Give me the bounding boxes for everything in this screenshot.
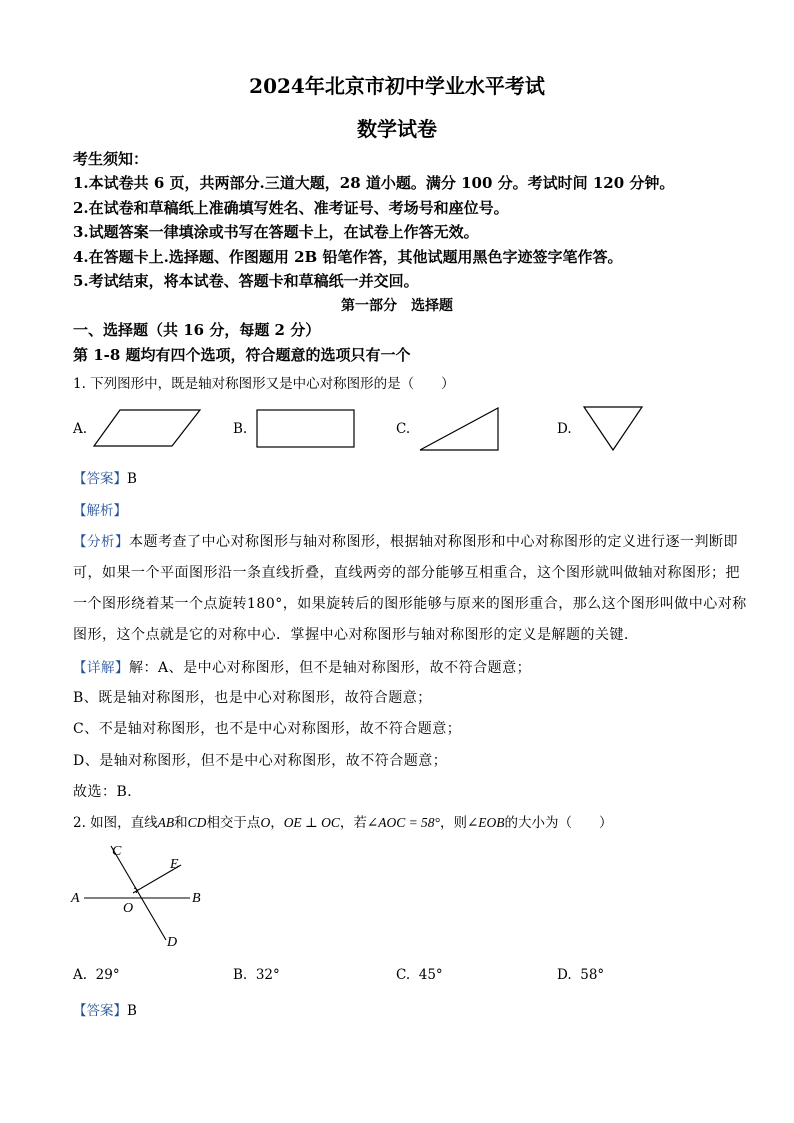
parallelogram-figure bbox=[92, 408, 202, 450]
q2-stem-text: ，若 bbox=[339, 815, 367, 831]
q1-option-c-label: C. bbox=[396, 421, 411, 437]
q2-stem-math: CD bbox=[187, 815, 207, 830]
option-value: 29° bbox=[95, 967, 120, 983]
inverted-triangle-figure bbox=[582, 405, 644, 453]
xiangjie-line: 故选：B． bbox=[73, 784, 142, 800]
fenxi-line: 图形，这个点就是它的对称中心．掌握中心对称图形与轴对称图形的定义是解题的关键． bbox=[73, 627, 639, 643]
notice-item: 4.在答题卡上.选择题、作图题用 2B 铅笔作答，其他试题用黑色字迹签字笔作答。 bbox=[73, 248, 623, 266]
q2-stem bbox=[73, 811, 613, 831]
rectangle-figure bbox=[255, 408, 357, 450]
fenxi-line: 可，如果一个平面图形沿一条直线折叠，直线两旁的部分能够互相重合，这个图形就叫做轴对称图形；把 bbox=[73, 565, 740, 581]
label-c: C bbox=[112, 844, 122, 859]
q2-answer bbox=[73, 999, 137, 1019]
right-triangle-figure bbox=[418, 406, 502, 454]
part-heading: 第一部分 选择题 bbox=[341, 298, 453, 314]
q2-stem-math: OE ⊥ OC bbox=[283, 815, 340, 830]
answer-tag: 【答案】 bbox=[73, 471, 127, 487]
q2-option-a bbox=[73, 967, 120, 983]
fenxi-text: 本题考查了中心对称图形与轴对称图形，根据轴对称图形和中心对称图形的定义进行逐一判断即 bbox=[129, 534, 738, 550]
q2-stem-text: 相交于点 bbox=[206, 815, 261, 831]
answer-value: B bbox=[127, 1003, 137, 1019]
q1-option-d-label: D. bbox=[557, 421, 572, 437]
option-letter: B. bbox=[233, 967, 248, 983]
answer-value: B bbox=[127, 471, 137, 487]
q2-stem-text: 2. 如图，直线 bbox=[73, 815, 158, 831]
q2-stem-math: ∠EOB bbox=[466, 815, 505, 830]
notice-item: 3.试题答案一律填涂或书写在答题卡上，在试卷上作答无效。 bbox=[73, 223, 479, 241]
q2-stem-text: ，则 bbox=[439, 815, 467, 831]
analysis-tag: 【解析】 bbox=[73, 503, 127, 519]
option-letter: D. bbox=[557, 967, 572, 983]
xiangjie-line: D、是轴对称图形，但不是中心对称图形，故不符合题意； bbox=[73, 753, 448, 769]
label-b: B bbox=[192, 891, 201, 906]
q2-stem-math: O bbox=[260, 815, 271, 830]
xiangjie-text: 解：A、是中心对称图形，但不是轴对称图形，故不符合题意； bbox=[129, 660, 532, 676]
fenxi-line bbox=[73, 530, 738, 551]
q2-stem-math: ∠AOC = 58° bbox=[366, 815, 440, 830]
fenxi-tag: 【分析】 bbox=[73, 534, 129, 550]
xiangjie-line: C、不是轴对称图形，也不是中心对称图形，故不符合题意； bbox=[73, 721, 462, 737]
q2-stem-math: AB bbox=[157, 815, 175, 830]
notice-item: 1.本试卷共 6 页，共两部分.三道大题，28 道小题。满分 100 分。考试时间 120 分钟。 bbox=[73, 174, 675, 192]
label-e: E bbox=[170, 857, 179, 872]
q1-answer bbox=[73, 467, 137, 487]
section-instruction: 第 1-8 题均有四个选项，符合题意的选项只有一个 bbox=[73, 346, 411, 364]
section-heading: 一、选择题（共 16 分，每题 2 分） bbox=[73, 321, 321, 339]
xiangjie-tag: 【详解】 bbox=[73, 660, 129, 676]
option-value: 58° bbox=[580, 967, 605, 983]
q2-option-b bbox=[233, 967, 280, 983]
notice-item: 2.在试卷和草稿纸上准确填写姓名、准考证号、考场号和座位号。 bbox=[73, 199, 509, 217]
page-title: 2024年北京市初中学业水平考试 bbox=[249, 74, 545, 98]
q2-stem-text: 的大小为（ ） bbox=[504, 815, 613, 831]
option-letter: A. bbox=[73, 967, 88, 983]
label-o: O bbox=[123, 901, 134, 916]
q2-stem-text: 和 bbox=[174, 815, 188, 831]
q2-stem-text: ， bbox=[270, 815, 284, 831]
notice-heading: 考生须知： bbox=[73, 150, 149, 168]
xiangjie-line bbox=[73, 656, 531, 677]
q1-option-b-label: B. bbox=[233, 421, 248, 437]
page-subtitle: 数学试卷 bbox=[357, 117, 437, 141]
q2-option-d bbox=[557, 967, 604, 983]
q2-option-c bbox=[396, 967, 443, 983]
q1-option-a-label: A. bbox=[73, 421, 88, 437]
notice-item: 5.考试结束，将本试卷、答题卡和草稿纸一并交回。 bbox=[73, 272, 419, 290]
line-cd bbox=[111, 846, 166, 940]
option-value: 32° bbox=[255, 967, 280, 983]
xiangjie-line: B、既是轴对称图形，也是中心对称图形，故符合题意； bbox=[73, 690, 432, 706]
q1-stem: 1. 下列图形中，既是轴对称图形又是中心对称图形的是（ ） bbox=[73, 376, 455, 392]
label-d: D bbox=[167, 935, 178, 950]
option-letter: C. bbox=[396, 967, 411, 983]
answer-tag: 【答案】 bbox=[73, 1003, 127, 1019]
option-value: 45° bbox=[418, 967, 443, 983]
fenxi-line: 一个图形绕着某一个点旋转180°，如果旋转后的图形能够与原来的图形重合，那么这个图形叫做中心对称 bbox=[73, 596, 747, 612]
label-a: A bbox=[71, 891, 80, 906]
intersecting-lines-figure bbox=[66, 838, 216, 953]
